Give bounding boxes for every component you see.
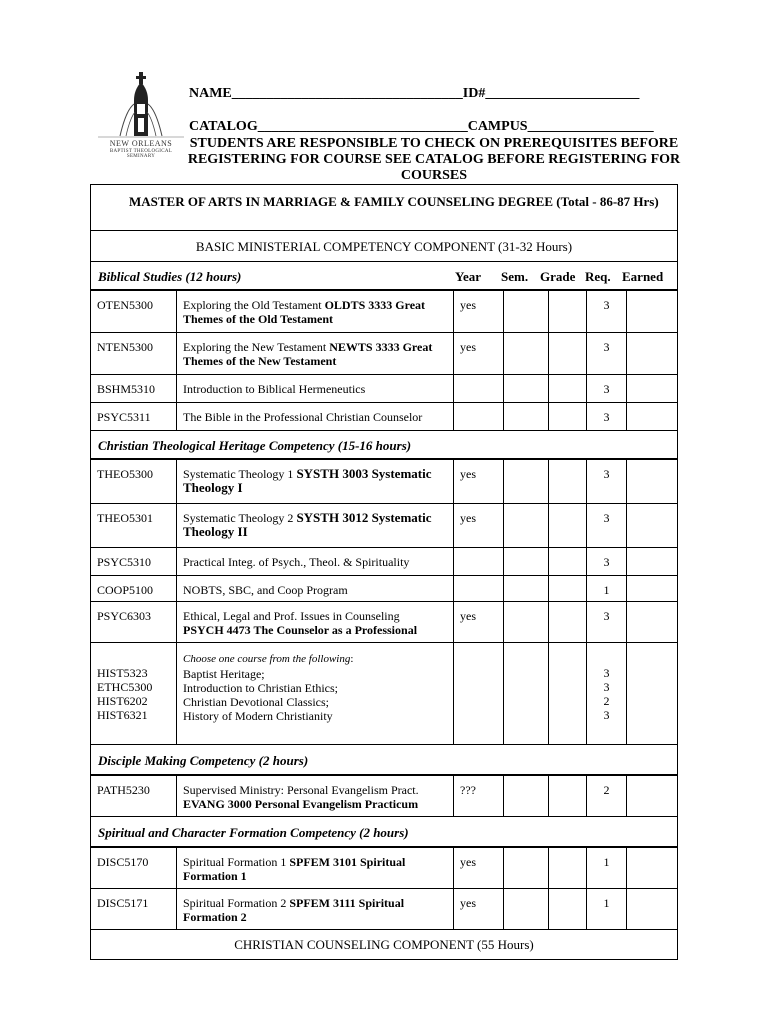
req-cell: 3 [587,460,627,503]
course-row [91,504,677,548]
course-row [91,460,677,504]
year-cell: yes [454,333,504,374]
col-header-sem: Sem. [501,269,529,284]
sem-cell [504,848,549,888]
req-cell: 1 [587,848,627,888]
section-title: Christian Theological Heritage Competency (15-16 hours) [98,438,412,453]
col-header-year: Year [455,269,481,284]
course-row [91,403,677,431]
counseling-component-title: CHRISTIAN COUNSELING COMPONENT (55 Hours) [234,937,534,952]
elective-code: ETHC5300 [97,680,153,694]
elective-code: HIST5323 [97,666,148,680]
elective-title: Baptist Heritage; [183,667,265,681]
name-id-line: NAME_________________________________ID#______________________ [189,86,640,101]
grade-cell [549,375,587,402]
logo-line-2: BAPTIST THEOLOGICAL SEMINARY [109,149,173,159]
year-cell: yes [454,460,504,503]
sem-cell [504,460,549,503]
course-code: PATH5230 [91,776,177,816]
course-row [91,776,677,817]
earned-cell [627,460,677,503]
req-value: 3 [603,708,610,722]
course-code: PSYC5311 [91,403,177,430]
course-title: Introduction to Biblical Hermeneutics [177,375,454,402]
earned-cell [627,576,677,601]
year-cell: yes [454,889,504,929]
course-title: Supervised Ministry: Personal Evangelism Pract. EVANG 3000 Personal Evangelism Practicum [177,776,454,816]
year-cell: yes [454,848,504,888]
elective-reqs [587,643,627,744]
req-value: 3 [603,680,610,694]
earned-cell [627,504,677,547]
course-title: Practical Integ. of Psych., Theol. & Spirituality [177,548,454,575]
req-cell: 3 [587,291,627,332]
grade-cell [549,403,587,430]
elective-choice-row [91,643,677,745]
sem-cell [504,504,549,547]
degree-plan-table [90,184,678,960]
elective-title: Introduction to Christian Ethics; [183,681,338,695]
grade-cell [549,643,587,744]
course-title: The Bible in the Professional Christian Counselor [177,403,454,430]
grade-cell [549,576,587,601]
sem-cell [504,576,549,601]
earned-cell [627,643,677,744]
col-header-earned: Earned [622,269,664,284]
course-code: PSYC5310 [91,548,177,575]
grade-cell [549,504,587,547]
course-title: Spiritual Formation 1 SPFEM 3101 Spiritual Formation 1 [177,848,454,888]
sem-cell [504,403,549,430]
elective-code: HIST6321 [97,708,148,722]
logo-line-1: NEW ORLEANS [109,139,173,148]
req-cell: 2 [587,776,627,816]
req-cell: 3 [587,602,627,642]
course-title: Exploring the New Testament NEWTS 3333 Great Themes of the New Testament [177,333,454,374]
course-title: Systematic Theology 2 SYSTH 3012 Systematic Theology II [177,504,454,547]
elective-title: History of Modern Christianity [183,709,333,723]
req-cell: 3 [587,403,627,430]
col-header-req: Req. [585,269,611,284]
year-cell [454,403,504,430]
grade-cell [549,602,587,642]
section-spiritual-formation [91,817,677,848]
course-title: NOBTS, SBC, and Coop Program [177,576,454,601]
section-theological-heritage [91,431,677,460]
earned-cell [627,602,677,642]
grade-cell [549,460,587,503]
year-cell: yes [454,504,504,547]
course-row [91,291,677,333]
prerequisite-notice: STUDENTS ARE RESPONSIBLE TO CHECK ON PREREQUISITES BEFORE REGISTERING FOR COURSE SEE CATALOG BEFORE REGISTERING FOR COURSES [187,136,681,183]
course-code: THEO5300 [91,460,177,503]
grade-cell [549,333,587,374]
earned-cell [627,548,677,575]
basic-component-row [91,231,677,262]
course-title: Ethical, Legal and Prof. Issues in Counseling PSYCH 4473 The Counselor as a Professional [177,602,454,642]
course-code: THEO5301 [91,504,177,547]
year-cell [454,643,504,744]
seminary-logo [98,70,184,162]
earned-cell [627,291,677,332]
earned-cell [627,848,677,888]
course-code: DISC5171 [91,889,177,929]
req-cell: 3 [587,504,627,547]
year-cell: yes [454,602,504,642]
sem-cell [504,548,549,575]
req-cell: 1 [587,889,627,929]
section-title: Biblical Studies (12 hours) [98,269,242,284]
req-cell: 3 [587,375,627,402]
earned-cell [627,776,677,816]
req-cell: 3 [587,548,627,575]
sem-cell [504,375,549,402]
year-cell: ??? [454,776,504,816]
req-cell: 1 [587,576,627,601]
earned-cell [627,403,677,430]
course-row [91,848,677,889]
earned-cell [627,333,677,374]
course-title: Spiritual Formation 2 SPFEM 3111 Spiritual Formation 2 [177,889,454,929]
course-code: OTEN5300 [91,291,177,332]
elective-title: Christian Devotional Classics; [183,695,329,709]
course-title: Systematic Theology 1 SYSTH 3003 Systematic Theology I [177,460,454,503]
course-row [91,548,677,576]
catalog-campus-line: CATALOG______________________________CAMPUS__________________ [189,119,654,134]
year-cell [454,375,504,402]
grade-cell [549,776,587,816]
col-header-grade: Grade [540,269,576,284]
section-title: Disciple Making Competency (2 hours) [98,753,309,768]
grade-cell [549,548,587,575]
course-row [91,889,677,930]
earned-cell [627,375,677,402]
req-cell: 3 [587,333,627,374]
grade-cell [549,848,587,888]
section-disciple-making [91,745,677,776]
course-code: COOP5100 [91,576,177,601]
sem-cell [504,291,549,332]
section-biblical-studies [91,262,677,291]
degree-title-row [91,185,677,231]
counseling-component-row [91,930,677,960]
year-cell: yes [454,291,504,332]
choose-prompt: Choose one course from the following: [183,653,354,665]
grade-cell [549,291,587,332]
elective-code: HIST6202 [97,694,148,708]
course-row [91,375,677,403]
course-code: PSYC6303 [91,602,177,642]
grade-cell [549,889,587,929]
year-cell [454,548,504,575]
course-row [91,576,677,602]
course-code: NTEN5300 [91,333,177,374]
course-code: BSHM5310 [91,375,177,402]
req-value: 3 [603,666,610,680]
sem-cell [504,889,549,929]
elective-titles [177,643,454,744]
course-code: DISC5170 [91,848,177,888]
basic-component-title: BASIC MINISTERIAL COMPETENCY COMPONENT (31-32 Hours) [195,239,573,254]
year-cell [454,576,504,601]
sem-cell [504,333,549,374]
seminary-tower-icon [98,70,184,138]
course-title: Exploring the Old Testament OLDTS 3333 Great Themes of the Old Testament [177,291,454,332]
req-value: 2 [603,694,610,708]
course-row [91,333,677,375]
section-title: Spiritual and Character Formation Competency (2 hours) [98,825,409,840]
sem-cell [504,643,549,744]
degree-title: MASTER OF ARTS IN MARRIAGE & FAMILY COUNSELING DEGREE (Total - 86-87 Hrs) [129,194,659,209]
earned-cell [627,889,677,929]
elective-codes [91,643,177,744]
sem-cell [504,776,549,816]
course-row [91,602,677,643]
sem-cell [504,602,549,642]
